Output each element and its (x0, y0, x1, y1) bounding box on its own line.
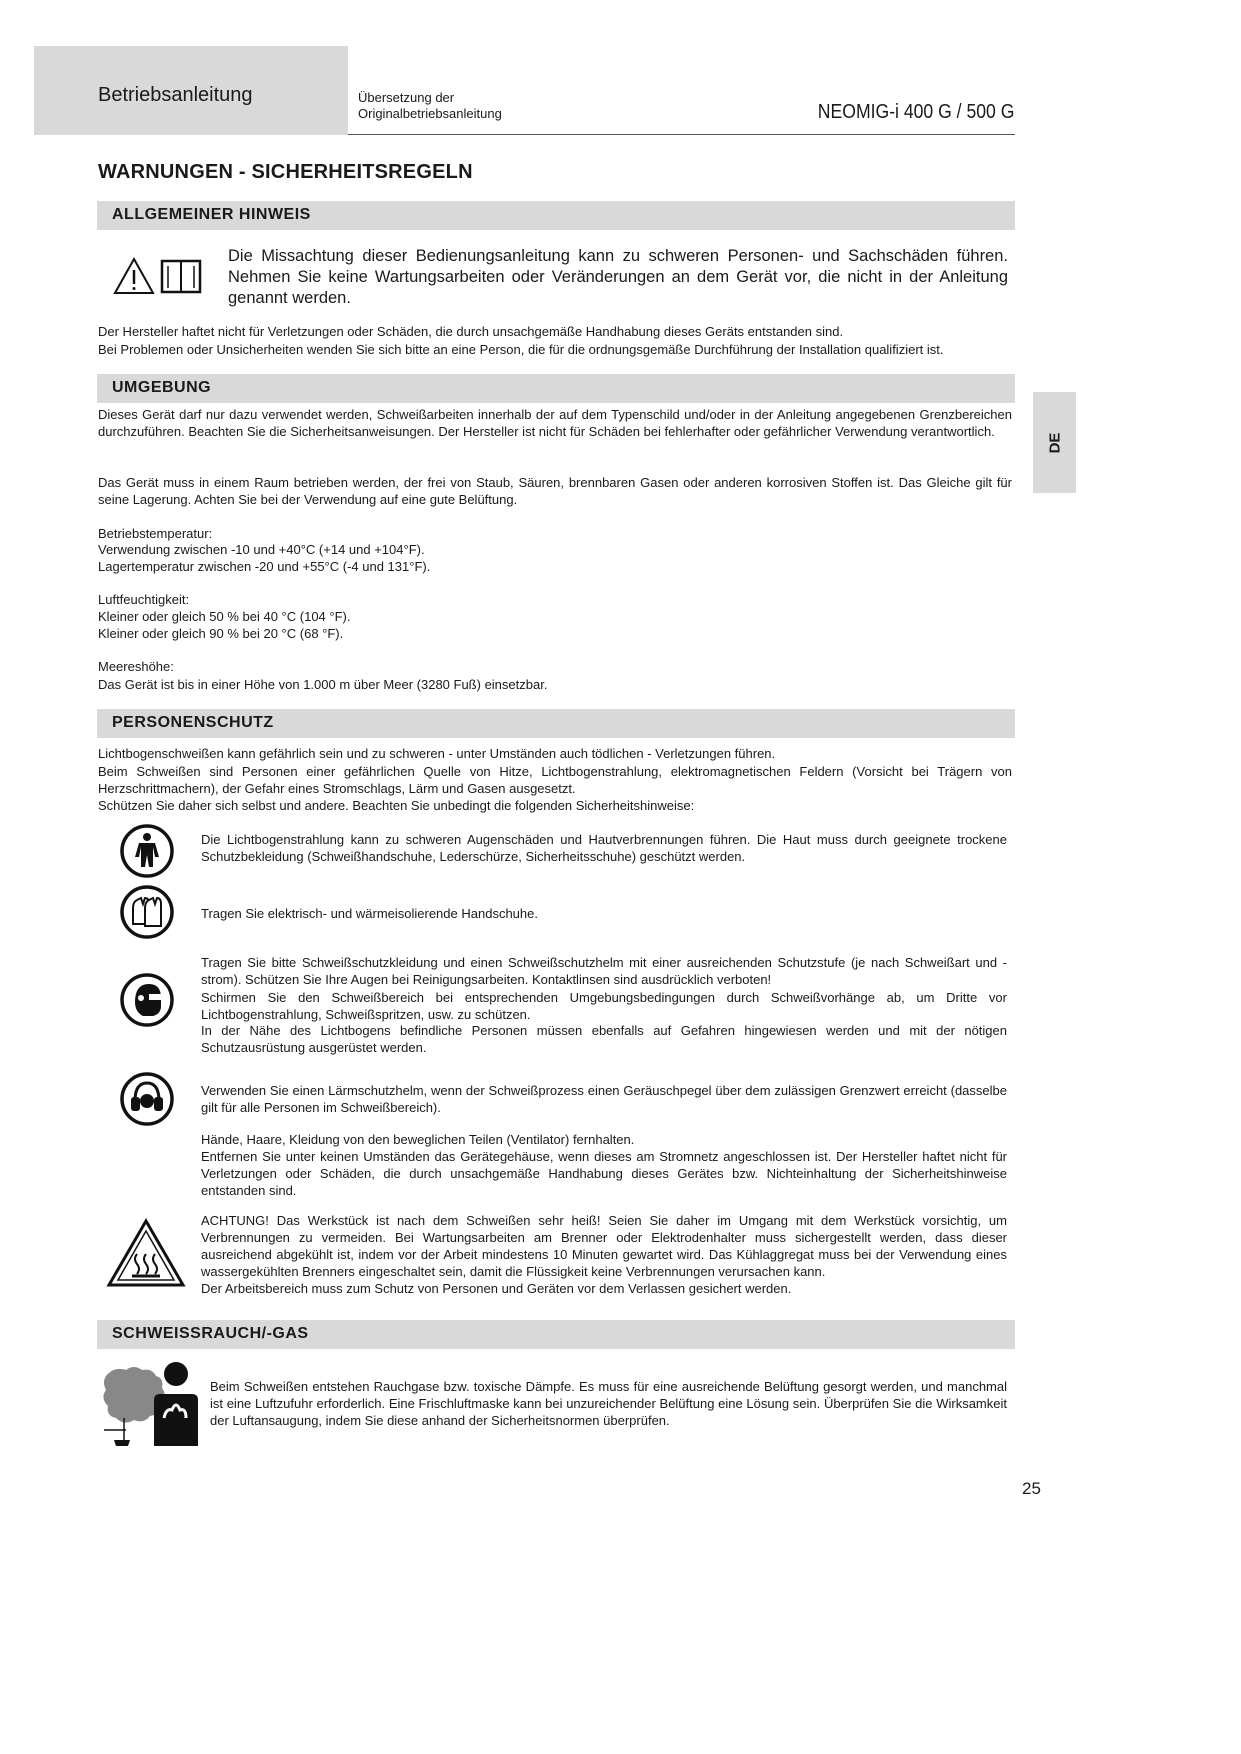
altitude-text: Das Gerät ist bis in einer Höhe von 1.000 m über Meer (3280 Fuß) einsetzbar. (98, 677, 548, 692)
personal-intro3: Schützen Sie daher sich selbst und andere. Beachten Sie unbedingt die folgenden Sicherheitshinweise: (98, 798, 695, 813)
hot-text-1: ACHTUNG! Das Werkstück ist nach dem Schweißen sehr heiß! Seien Sie daher im Umgang mit dem Werkstück vorsichtig, um Verbrennungen zu vermeiden. Bei Wartungsarbeiten am Brenner oder Elektrodenhalter muss sichergestellt werden, dass dieser ausreichend abgekühlt ist, indem vor der Arbeit mindestens 10 Minuten gewartet wird. Das Kühlaggregat muss bei der Verwendung eines wassergekühlten Brenners eingeschaltet sein, damit die Flüssigkeit keine Verbrennungen verursachen kann. (201, 1213, 1007, 1279)
language-tab-label: DE (1046, 432, 1063, 453)
temp-label: Betriebstemperatur: (98, 526, 213, 541)
hearing-text: Verwenden Sie einen Lärmschutzhelm, wenn der Schweißprozess einen Geräuschpegel über dem zulässigen Grenzwert erreicht (dasselbe gilt für alle Personen im Schweißbereich). (201, 1083, 1007, 1115)
header-subtitle-line1: Übersetzung der (358, 90, 455, 105)
humidity-label: Luftfeuchtigkeit: (98, 592, 190, 607)
language-tab (1033, 392, 1076, 493)
page-title: WARNUNGEN - SICHERHEITSREGELN (98, 161, 473, 183)
section-general-title: ALLGEMEINER HINWEIS (112, 206, 311, 223)
helmet-text-1: Tragen Sie bitte Schweißschutzkleidung und einen Schweißschutzhelm mit einer ausreichenden Schutzstufe (je nach Schweißart und -strom). Schützen Sie Ihre Augen bei Reinigungsarbeiten. Kontaktlinsen sind ausdrücklich verboten! (201, 955, 1007, 987)
personal-intro2: Beim Schweißen sind Personen einer gefährlichen Quelle von Hitze, Lichtbogenstrahlung, elektromagnetischen Feldern (Vorsicht bei Trägern von Herzschrittmachern), der Gefahr eines Stromschlags, Lärm und Gasen ausgesetzt. (98, 764, 1012, 796)
section-fumes-header (97, 1320, 1015, 1349)
helmet-text-2: Schirmen Sie den Schweißbereich bei entsprechenden Umgebungsbedingungen durch Schweißvorhänge ab, um Dritte vor Lichtbogenstrahlung, Schweißspritzen, usw. zu schützen. (201, 990, 1007, 1022)
moving-text-2: Entfernen Sie unter keinen Umständen das Gerätegehäuse, wenn dieses am Stromnetz angeschlossen ist. Der Hersteller haftet nicht für Verletzungen oder Schäden, die durch unsachgemäße Handhabung dieses Gerätes bzw. Nichteinhaltung der Sicherheitshinweise entstanden sind. (201, 1149, 1007, 1198)
page-number: 25 (1022, 1479, 1041, 1498)
section-fumes-title: SCHWEISSRAUCH/-GAS (112, 1325, 309, 1342)
environment-p1: Dieses Gerät darf nur dazu verwendet werden, Schweißarbeiten innerhalb der auf dem Typenschild und/oder in der Anleitung angegebenen Grenzbereichen durchzuführen. Beachten Sie die Sicherheitsanweisungen. Der Hersteller ist nicht für Schäden bei fehlerhafter oder gefährlicher Verwendung verantwortlich. (98, 407, 1012, 439)
temp-use: Verwendung zwischen -10 und +40°C (+14 und +104°F). (98, 542, 425, 557)
header-subtitle-line2: Originalbetriebsanleitung (358, 106, 502, 121)
personal-intro1: Lichtbogenschweißen kann gefährlich sein und zu schweren - unter Umständen auch tödlichen - Verletzungen führen. (98, 746, 776, 761)
warning-triangle-icon (113, 256, 203, 296)
fumes-text: Beim Schweißen entstehen Rauchgase bzw. toxische Dämpfe. Es muss für eine ausreichende Belüftung gesorgt werden, und manchmal ist eine Luftzufuhr erforderlich. Eine Frischluftmaske kann bei unzureichender Belüftung eine Lösung sein. Überprüfen Sie die Wirksamkeit der Luftansaugung, indem Sie diese anhand der Sicherheitsnormen überprüfen. (210, 1379, 1007, 1428)
header-subtitle (358, 90, 502, 122)
humidity-1: Kleiner oder gleich 50 % bei 40 °C (104 °F). (98, 609, 351, 624)
gloves-icon (119, 884, 175, 940)
gloves-text: Tragen Sie elektrisch- und wärmeisolierende Handschuhe. (201, 906, 538, 921)
header-title: Betriebsanleitung (98, 84, 253, 106)
general-p1: Der Hersteller haftet nicht für Verletzungen oder Schäden, die durch unsachgemäße Handhabung dieses Geräts entstanden sind. (98, 324, 844, 339)
section-environment-title: UMGEBUNG (112, 379, 212, 396)
welding-fumes-icon (100, 1360, 200, 1450)
section-general-header (97, 201, 1015, 230)
section-personal-title: PERSONENSCHUTZ (112, 714, 274, 731)
protective-clothing-icon (119, 823, 175, 879)
general-intro: Die Missachtung dieser Bedienungsanleitung kann zu schweren Personen- und Sachschäden führen. Nehmen Sie keine Wartungsarbeiten oder Veränderungen an dem Gerät vor, die nicht in der Anleitung genannt werden. (228, 247, 1008, 307)
header-divider (348, 134, 1015, 135)
humidity-2: Kleiner oder gleich 90 % bei 20 °C (68 °F). (98, 626, 344, 641)
section-personal-header (97, 709, 1015, 738)
header-model: NEOMIG-i 400 G / 500 G (817, 101, 1014, 123)
environment-p2: Das Gerät muss in einem Raum betrieben werden, der frei von Staub, Säuren, brennbaren Gasen oder anderen korrosiven Stoffen ist. Das Gleiche gilt für seine Lagerung. Achten Sie bei der Verwendung auf eine gute Belüftung. (98, 475, 1012, 507)
section-environment-header (97, 374, 1015, 403)
altitude-label: Meereshöhe: (98, 659, 174, 674)
hot-surface-warning-icon (106, 1218, 186, 1288)
temp-storage: Lagertemperatur zwischen -20 und +55°C (-4 und 131°F). (98, 559, 431, 574)
moving-text-1: Hände, Haare, Kleidung von den beweglichen Teilen (Ventilator) fernhalten. (201, 1132, 635, 1147)
ear-protection-icon (119, 1071, 175, 1127)
helmet-text-3: In der Nähe des Lichtbogens befindliche Personen müssen ebenfalls auf Gefahren hingewiesen werden und mit der nötigen Schutzausrüstung ausgerüstet werden. (201, 1023, 1007, 1055)
clothing-text: Die Lichtbogenstrahlung kann zu schweren Augenschäden und Hautverbrennungen führen. Die Haut muss durch geeignete trockene Schutzbekleidung (Schweißhandschuhe, Lederschürze, Sicherheitsschuhe) geschützt werden. (201, 832, 1007, 864)
welding-helmet-icon (119, 972, 175, 1028)
hot-text-2: Der Arbeitsbereich muss zum Schutz von Personen und Geräten vor dem Verlassen gesichert werden. (201, 1281, 792, 1296)
manual-book-icon (162, 261, 200, 292)
general-p2: Bei Problemen oder Unsicherheiten wenden Sie sich bitte an eine Person, die für die ordnungsgemäße Durchführung der Installation qualifiziert ist. (98, 342, 944, 357)
